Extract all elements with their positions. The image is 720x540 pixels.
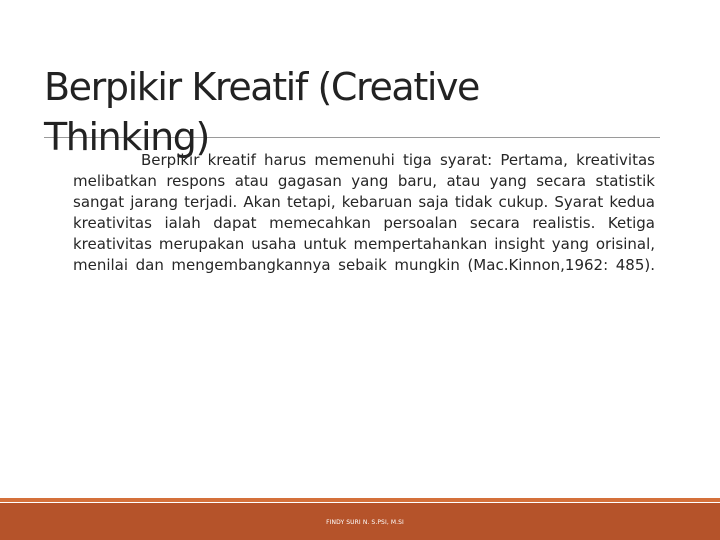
footer-accent-line — [0, 498, 720, 502]
slide-title: Berpikir Kreatif (Creative Thinking) — [44, 65, 480, 159]
slide-body-text: Berpikir kreatif harus memenuhi tiga syarat: Pertama, kreativitas melibatkan respons atau gagasan yang baru, atau yang secara statistik sangat jarang terjadi. Akan tetapi, kebaruan saja tidak cukup. Syarat kedua kreativitas ialah dapat memecahkan persoalan secara realistis. Ketiga kreativitas merupakan usaha untuk mempertahankan insight yang orisinal, menilai dan mengembangkannya sebaik mungkin (Mac.Kinnon,1962: 485). — [73, 151, 655, 274]
footer-author: FINDY SURI N. S.PSI, M.SI — [326, 519, 404, 526]
